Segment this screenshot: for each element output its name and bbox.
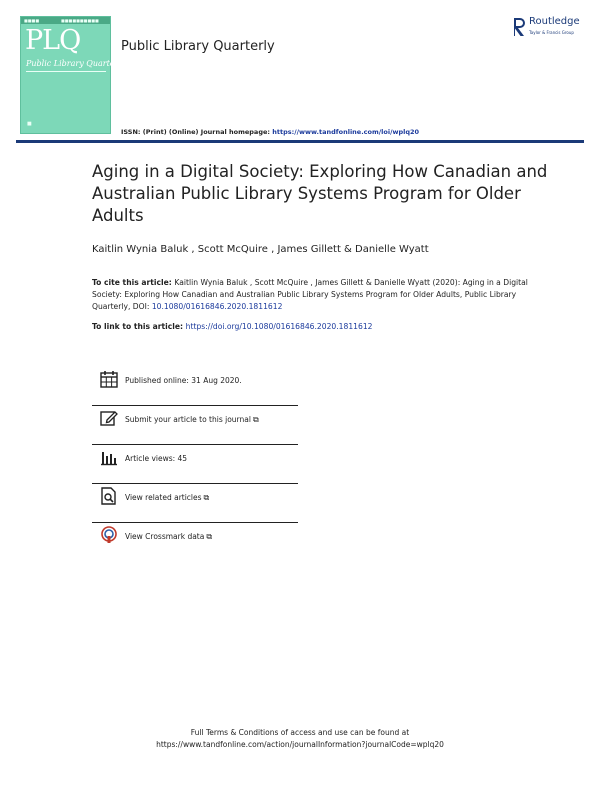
crossmark-icon [100, 526, 118, 544]
related-articles-link[interactable] [125, 493, 209, 503]
publisher-brand[interactable] [512, 14, 594, 42]
header-divider [16, 140, 584, 143]
journal-cover [20, 16, 126, 134]
article-meta-list [92, 367, 298, 561]
citation-doi-link[interactable]: 10.1080/01616846.2020.1811612 [151, 302, 283, 311]
journal-homepage-link[interactable]: https://www.tandfonline.com/loi/wplq20 [272, 128, 420, 136]
published-row [92, 367, 298, 405]
cover-volume-mark: ■ [27, 121, 32, 127]
routledge-logo-icon [512, 17, 526, 37]
citation-block [92, 277, 532, 313]
footer [0, 727, 600, 751]
footer-terms-url[interactable]: https://www.tandfonline.com/action/journalInformation?journalCode=wplq20 [156, 740, 444, 749]
article-views: Article views: 45 [125, 454, 188, 463]
external-link-icon: ⧉ [203, 493, 210, 502]
submit-article-row[interactable] [92, 406, 298, 444]
external-link-icon: ⧉ [252, 415, 259, 424]
document-search-icon [100, 487, 118, 505]
issn-line [121, 128, 419, 136]
link-label: To link to this article: [92, 322, 186, 331]
publisher-tagline: Taylor & Francis Group [529, 30, 574, 35]
citation-label: To cite this article: [92, 278, 175, 287]
cover-logo: PLQ [25, 25, 81, 56]
external-link-icon: ⧉ [206, 532, 213, 541]
issn-label: ISSN: (Print) (Online) Journal homepage: [121, 128, 273, 136]
article-link-line [92, 322, 372, 331]
publisher-name: Routledge [529, 16, 580, 27]
footer-terms-text: Full Terms & Conditions of access and use can be found at [190, 728, 410, 737]
related-articles-row[interactable] [92, 484, 298, 522]
article-doi-url[interactable]: https://doi.org/10.1080/01616846.2020.1811612 [185, 322, 373, 331]
related-articles-label: View related articles [125, 493, 202, 502]
journal-title[interactable]: Public Library Quarterly [121, 39, 275, 54]
crossmark-link[interactable] [125, 532, 212, 542]
crossmark-label: View Crossmark data [125, 532, 205, 541]
crossmark-row[interactable] [92, 523, 298, 561]
cover-subtitle: Public Library Quarterly [26, 59, 126, 68]
edit-icon [100, 409, 118, 427]
bar-chart-icon [100, 448, 118, 466]
cover-top-strip: ■■■■ ■■■■■■■■■■ [21, 17, 110, 24]
cover-divider [26, 71, 106, 72]
article-title: Aging in a Digital Society: Exploring How Canadian and Australian Public Library Systems Program for Older Adults [92, 162, 548, 225]
calendar-icon [100, 370, 118, 388]
article-views-row [92, 445, 298, 483]
citation-text: Kaitlin Wynia Baluk , Scott McQuire , James Gillett & Danielle Wyatt (2020): Aging in a Digital Society: Exploring How Canadian and Australian Public Library Systems Program for Older Adults, Public Library Quarterly, DOI: [92, 278, 528, 311]
published-date: Published online: 31 Aug 2020. [125, 376, 242, 385]
article-authors: Kaitlin Wynia Baluk , Scott McQuire , James Gillett & Danielle Wyatt [92, 244, 429, 255]
submit-article-link[interactable] [125, 415, 259, 425]
submit-article-label: Submit your article to this journal [125, 415, 251, 424]
